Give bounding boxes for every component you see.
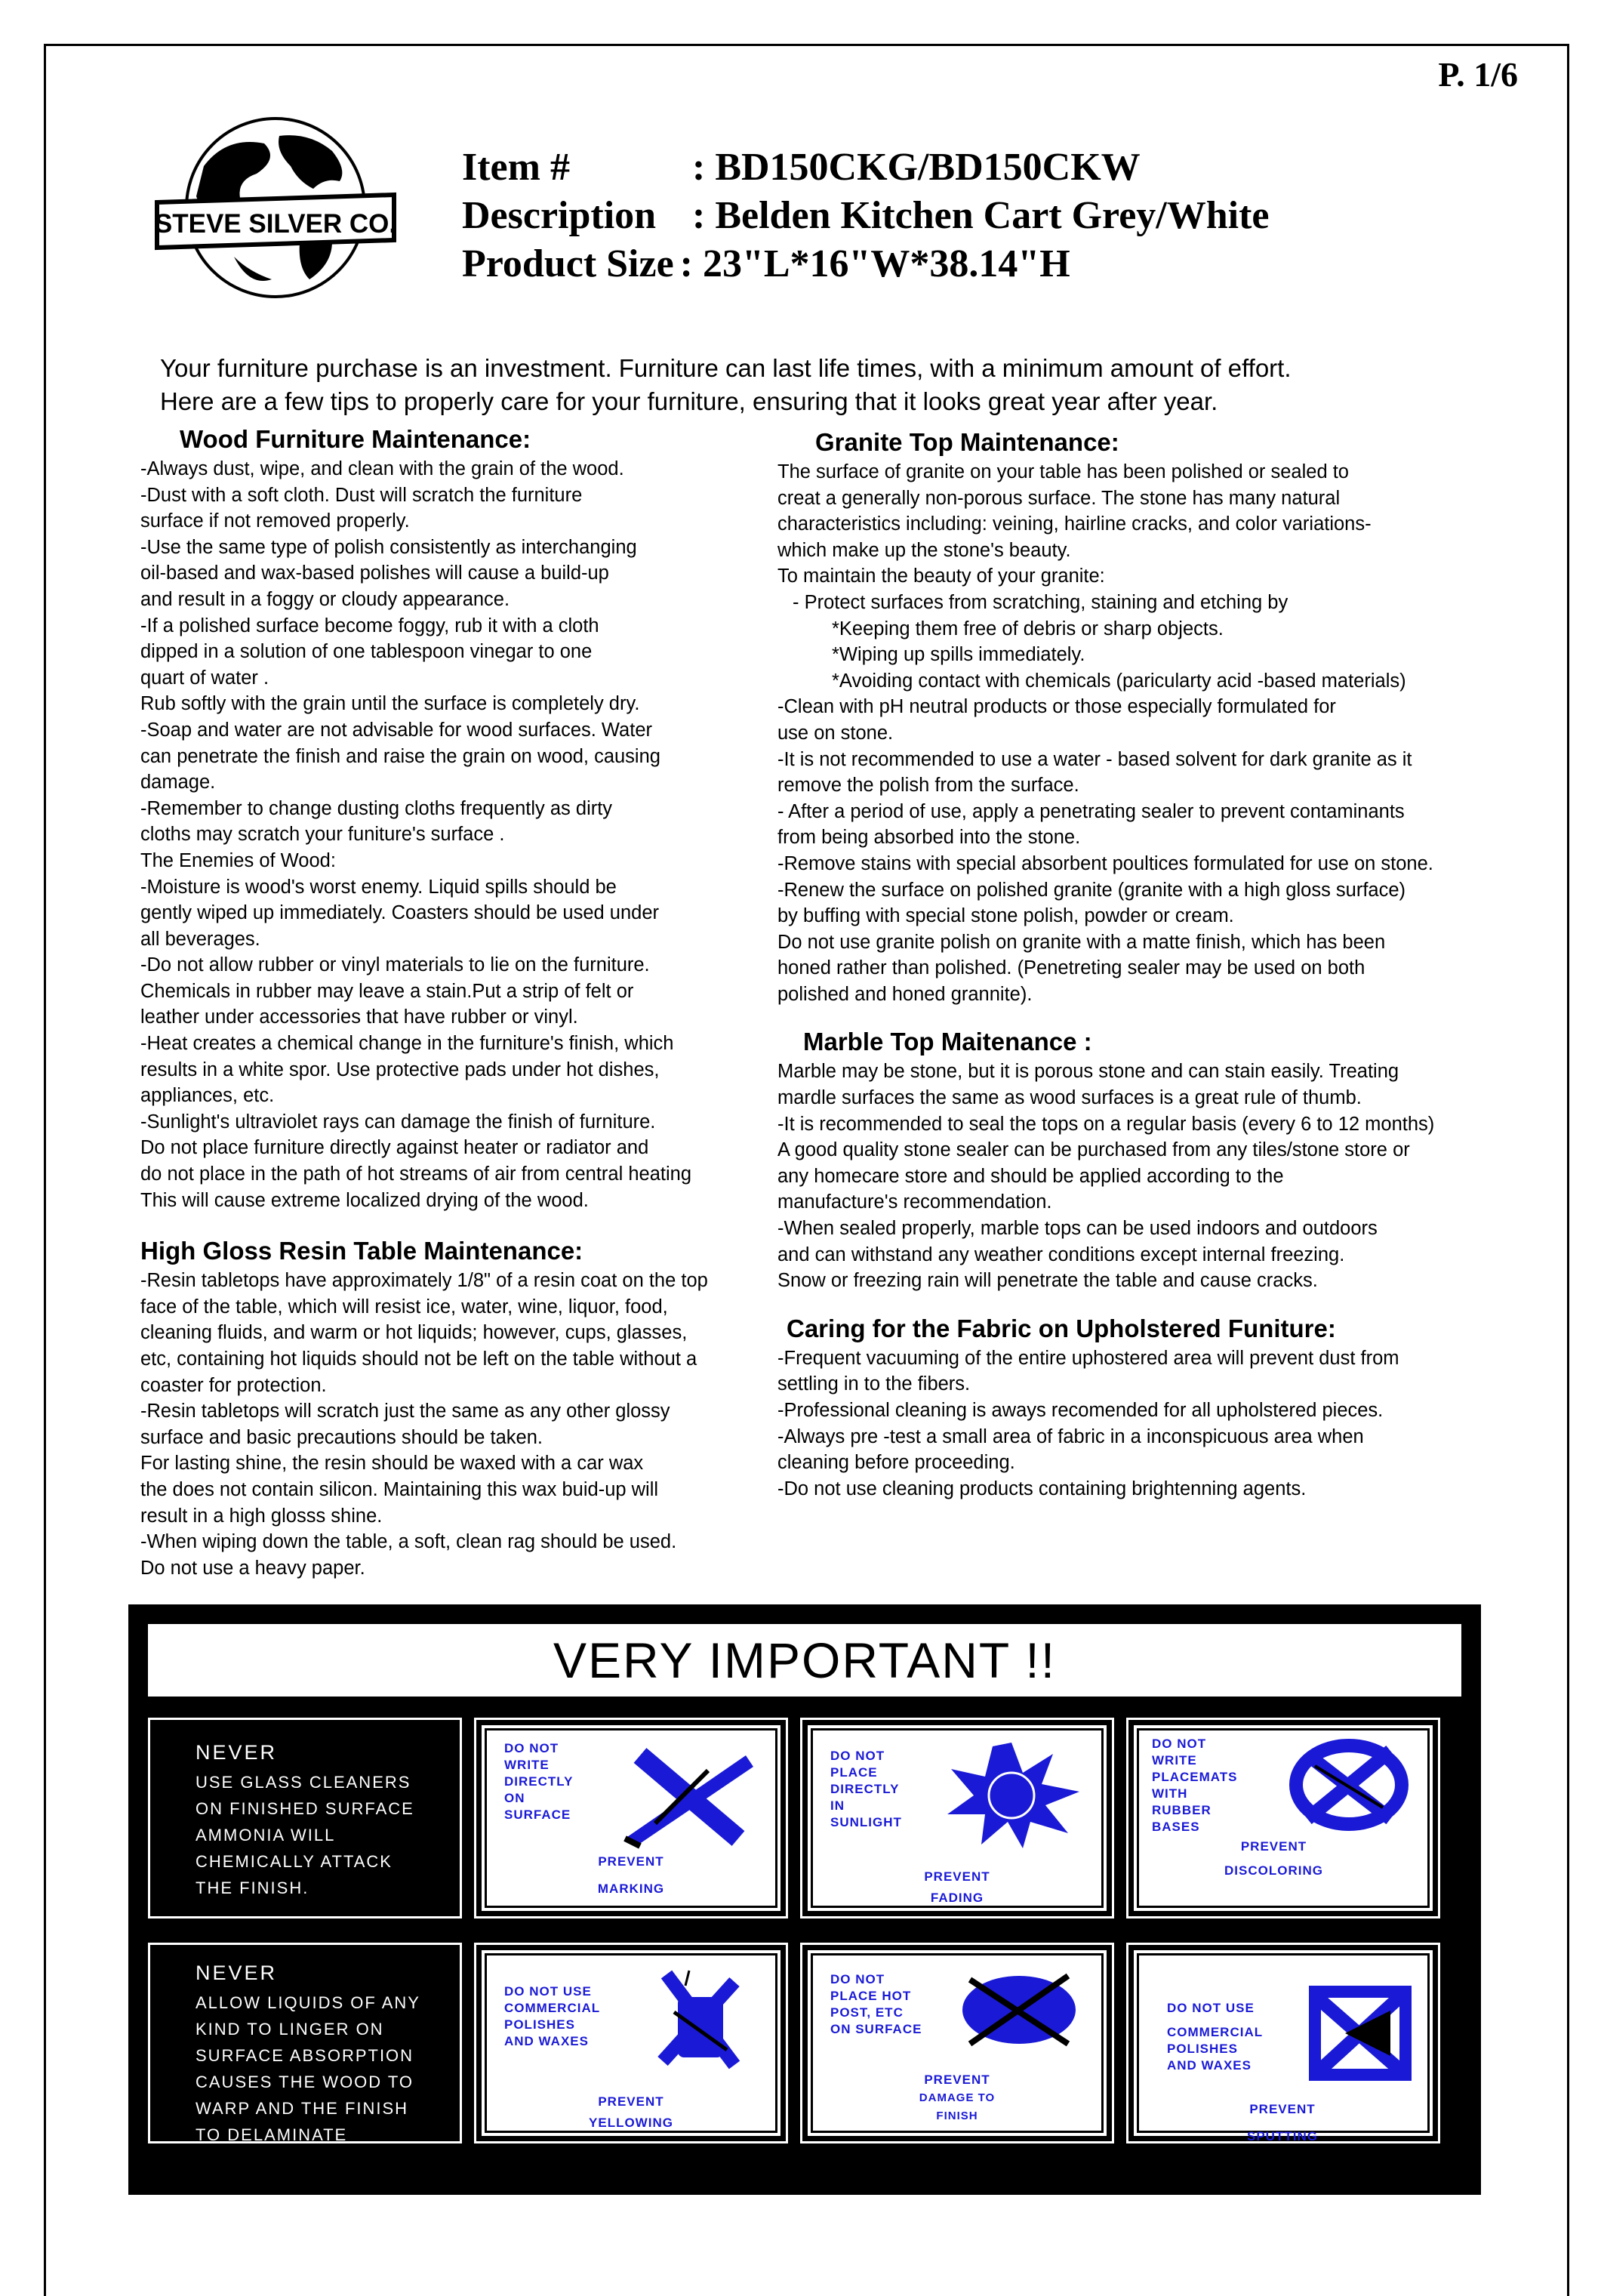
resin-line: cleaning fluids, and warm or hot liquids; however, cups, glasses, bbox=[140, 1322, 688, 1344]
description-value: : Belden Kitchen Cart Grey/White bbox=[692, 194, 1270, 237]
tile-label: DO NOT USE COMMERCIAL POLISHES AND WAXES bbox=[504, 1984, 601, 2048]
wood-line: Do not place furniture directly against heater or radiator and bbox=[140, 1137, 649, 1159]
wood-title: Wood Furniture Maintenance: bbox=[180, 425, 531, 453]
granite-line: The surface of granite on your table has been polished or sealed to bbox=[777, 461, 1349, 482]
fabric-line: -Frequent vacuuming of the entire uphostered area will prevent dust from bbox=[777, 1347, 1399, 1369]
never-liquids-tile bbox=[148, 1943, 462, 2143]
tile-line: ON FINISHED SURFACE bbox=[196, 1799, 414, 1818]
prevent-text: PREVENT FADING bbox=[924, 1869, 990, 1905]
fabric-line: settling in to the fibers. bbox=[777, 1373, 971, 1395]
no-commercial-polish-tile bbox=[474, 1943, 788, 2143]
resin-line: -Resin tabletops have approximately 1/8" of a resin coat on the top bbox=[140, 1270, 708, 1292]
granite-line: To maintain the beauty of your granite: bbox=[777, 566, 1105, 587]
never-label: NEVER bbox=[196, 1741, 278, 1764]
granite-line: Do not use granite polish on granite with a matte finish, which has been bbox=[777, 931, 1386, 953]
very-important-banner bbox=[128, 1604, 1481, 2195]
wood-line: dipped in a solution of one tablespoon vinegar to one bbox=[140, 641, 593, 663]
granite-line: -It is not recommended to use a water - based solvent for dark granite as it bbox=[777, 748, 1412, 770]
granite-line: *Avoiding contact with chemicals (paricularty acid -based materials) bbox=[832, 670, 1406, 692]
placemat-icon bbox=[1285, 1736, 1413, 1834]
resin-line: surface and basic precautions should be taken. bbox=[140, 1426, 543, 1448]
wood-line: all beverages. bbox=[140, 928, 260, 950]
banner-title: VERY IMPORTANT !! bbox=[148, 1624, 1461, 1697]
granite-line: - After a period of use, apply a penetrating sealer to prevent contaminants bbox=[777, 800, 1405, 822]
granite-line: *Wiping up spills immediately. bbox=[832, 644, 1085, 666]
page-number: P. 1/6 bbox=[1438, 55, 1518, 94]
wood-line: appliances, etc. bbox=[140, 1085, 275, 1107]
no-sunlight-tile bbox=[800, 1718, 1114, 1918]
no-polish-spatter-tile bbox=[1126, 1943, 1440, 2143]
intro-text bbox=[160, 352, 1519, 418]
resin-line: For lasting shine, the resin should be waxed with a car wax bbox=[140, 1453, 644, 1475]
wood-line: Chemicals in rubber may leave a stain.Put a strip of felt or bbox=[140, 980, 634, 1002]
fabric-line: -Professional cleaning is aways recomended for all upholstered pieces. bbox=[777, 1400, 1384, 1421]
tile-line: THE FINISH. bbox=[196, 1878, 309, 1897]
wood-line: results in a white spor. Use protective pads under hot dishes, bbox=[140, 1059, 660, 1080]
resin-line: etc, containing hot liquids should not be left on the table without a bbox=[140, 1348, 697, 1370]
wood-line: and result in a foggy or cloudy appearance. bbox=[140, 588, 510, 610]
granite-line: remove the polish from the surface. bbox=[777, 775, 1079, 797]
wood-line: -Always dust, wipe, and clean with the grain of the wood. bbox=[140, 458, 624, 479]
wood-line: -Soap and water are not advisable for wood surfaces. Water bbox=[140, 719, 652, 741]
wood-line: -Moisture is wood's worst enemy. Liquid spills should be bbox=[140, 876, 617, 898]
size-value: : 23"L*16"W*38.14"H bbox=[679, 242, 1070, 285]
wood-line: -If a polished surface become foggy, rub it with a cloth bbox=[140, 615, 599, 636]
tile-label: DO NOT WRITE PLACEMATS WITH RUBBER BASES bbox=[1152, 1737, 1238, 1834]
resin-line: the does not contain silicon. Maintaining this wax buid-up will bbox=[140, 1478, 659, 1500]
granite-line: honed rather than polished. (Penetreting sealer may be used on both bbox=[777, 957, 1365, 979]
wood-line: -Use the same type of polish consistently as interchanging bbox=[140, 536, 637, 558]
wood-line: cloths may scratch your funiture's surface . bbox=[140, 824, 505, 846]
never-glass-cleaners-tile bbox=[148, 1718, 462, 1918]
sun-icon bbox=[940, 1739, 1083, 1852]
spray-icon bbox=[644, 1967, 757, 2073]
granite-line: which make up the stone's beauty. bbox=[777, 539, 1071, 561]
fabric-line: -Do not use cleaning products containing brightenning agents. bbox=[777, 1478, 1307, 1499]
marble-line: mardle surfaces the same as wood surfaces is a great rule of thumb. bbox=[777, 1087, 1362, 1109]
resin-line: Do not use a heavy paper. bbox=[140, 1557, 365, 1579]
tile-line: TO DELAMINATE bbox=[196, 2125, 348, 2144]
wood-line: do not place in the path of hot streams of air from central heating bbox=[140, 1163, 691, 1185]
fabric-line: -Always pre -test a small area of fabric in a inconspicuous area when bbox=[777, 1425, 1364, 1447]
fabric-body bbox=[777, 1345, 1434, 1502]
wood-line: -Remember to change dusting cloths frequently as dirty bbox=[140, 797, 613, 819]
wood-line: -Heat creates a chemical change in the furniture's finish, which bbox=[140, 1033, 674, 1055]
item-value: : BD150CKG/BD150CKW bbox=[692, 146, 1141, 189]
resin-body bbox=[140, 1268, 708, 1581]
marble-line: Marble may be stone, but it is porous stone and can stain easily. Treating bbox=[777, 1061, 1399, 1083]
resin-title: High Gloss Resin Table Maintenance: bbox=[140, 1237, 583, 1265]
never-label: NEVER bbox=[196, 1962, 278, 1984]
granite-line: -Clean with pH neutral products or those especially formulated for bbox=[777, 696, 1336, 718]
prevent-text: PREVENT SPUTTING bbox=[1247, 2102, 1318, 2143]
product-header bbox=[462, 143, 1270, 288]
marble-line: -It is recommended to seal the tops on a regular basis (every 6 to 12 months) bbox=[777, 1113, 1435, 1135]
marble-title: Marble Top Maitenance : bbox=[803, 1028, 1092, 1056]
tile-line: SURFACE ABSORPTION bbox=[196, 2046, 414, 2065]
tile-line: AMMONIA WILL bbox=[196, 1826, 336, 1845]
marble-line: and can withstand any weather conditions except internal freezing. bbox=[777, 1244, 1345, 1265]
size-label: Product Size bbox=[462, 242, 674, 285]
prevent-text: PREVENT MARKING bbox=[597, 1854, 665, 1896]
wood-line: Rub softly with the grain until the surface is completely dry. bbox=[140, 693, 640, 715]
wood-line: -Do not allow rubber or vinyl materials to lie on the furniture. bbox=[140, 954, 650, 976]
wood-line: -Dust with a soft cloth. Dust will scratch the furniture bbox=[140, 484, 583, 506]
wood-line: oil-based and wax-based polishes will cause a build-up bbox=[140, 562, 609, 584]
polish-icon bbox=[1300, 1980, 1421, 2086]
fabric-line: cleaning before proceeding. bbox=[777, 1452, 1015, 1474]
granite-line: by buffing with special stone polish, powder or cream. bbox=[777, 905, 1234, 927]
resin-line: -When wiping down the table, a soft, clean rag should be used. bbox=[140, 1531, 677, 1553]
granite-line: creat a generally non-porous surface. The stone has many natural bbox=[777, 487, 1341, 509]
resin-line: face of the table, which will resist ice, water, wine, liquor, food, bbox=[140, 1296, 668, 1318]
wood-line: leather under accessories that have rubber or vinyl. bbox=[140, 1006, 578, 1028]
wood-line: can penetrate the finish and raise the grain on wood, causing bbox=[140, 745, 660, 767]
no-hot-pots-tile bbox=[800, 1943, 1114, 2143]
fabric-title: Caring for the Fabric on Upholstered Funiture: bbox=[787, 1314, 1336, 1342]
intro-line: Your furniture purchase is an investment. Furniture can last life times, with a minimum amount of effort. bbox=[160, 354, 1292, 382]
granite-line: - Protect surfaces from scratching, staining and etching by bbox=[793, 591, 1288, 613]
pen-cross-icon bbox=[610, 1740, 761, 1854]
logo-text: STEVE SILVER CO. bbox=[154, 209, 397, 239]
wood-line: gently wiped up immediately. Coasters should be used under bbox=[140, 902, 660, 924]
wood-line: -Sunlight's ultraviolet rays can damage the finish of furniture. bbox=[140, 1111, 656, 1133]
granite-line: -Remove stains with special absorbent poultices formulated for use on stone. bbox=[777, 852, 1433, 874]
left-column bbox=[140, 423, 708, 1581]
granite-line: polished and honed grannite). bbox=[777, 983, 1033, 1005]
marble-line: -When sealed properly, marble tops can be used indoors and outdoors bbox=[777, 1218, 1378, 1240]
wood-line: damage. bbox=[140, 772, 216, 794]
granite-line: *Keeping them free of debris or sharp objects. bbox=[832, 618, 1224, 639]
tile-label: DO NOT PLACE HOT POST, ETC ON SURFACE bbox=[830, 1972, 922, 2036]
steve-silver-logo bbox=[151, 113, 400, 310]
marble-line: any homecare store and should be applied according to the bbox=[777, 1165, 1284, 1187]
tile-line: USE GLASS CLEANERS bbox=[196, 1773, 411, 1792]
tile-line: WARP AND THE FINISH bbox=[196, 2099, 409, 2118]
tile-label: DO NOT PLACE DIRECTLY IN SUNLIGHT bbox=[830, 1749, 902, 1829]
tile-line: CHEMICALLY ATTACK bbox=[196, 1852, 393, 1871]
wood-line: surface if not removed properly. bbox=[140, 510, 410, 532]
no-writing-tile bbox=[474, 1718, 788, 1918]
granite-title: Granite Top Maintenance: bbox=[815, 428, 1119, 456]
marble-line: manufacture's recommendation. bbox=[777, 1191, 1052, 1213]
description-label: Description bbox=[462, 194, 657, 237]
tile-label: DO NOT WRITE DIRECTLY ON SURFACE bbox=[504, 1741, 574, 1822]
granite-line: characteristics including: veining, hairline cracks, and color variations- bbox=[777, 513, 1372, 535]
granite-body bbox=[777, 459, 1434, 1007]
item-label: Item # bbox=[462, 146, 570, 189]
granite-line: use on stone. bbox=[777, 722, 894, 744]
marble-body bbox=[777, 1059, 1434, 1293]
granite-line: -Renew the surface on polished granite (granite with a high gloss surface) bbox=[777, 879, 1406, 901]
tile-label: DO NOT USE COMMERCIAL POLISHES AND WAXES bbox=[1167, 2001, 1264, 2073]
resin-line: -Resin tabletops will scratch just the same as any other glossy bbox=[140, 1401, 670, 1422]
wood-body bbox=[140, 456, 708, 1213]
resin-line: result in a high glosss shine. bbox=[140, 1505, 383, 1527]
tile-line: KIND TO LINGER ON bbox=[196, 2020, 384, 2039]
hot-pot-icon bbox=[955, 1968, 1083, 2051]
marble-line: A good quality stone sealer can be purchased from any tiles/stone store or bbox=[777, 1139, 1410, 1161]
granite-line: from being absorbed into the stone. bbox=[777, 827, 1081, 849]
right-column bbox=[777, 426, 1434, 1502]
intro-line: Here are a few tips to properly care for your furniture, ensuring that it looks great year after year. bbox=[160, 387, 1218, 415]
wood-line: The Enemies of Wood: bbox=[140, 849, 336, 871]
no-placemats-tile bbox=[1126, 1718, 1440, 1918]
marble-line: Snow or freezing rain will penetrate the table and cause cracks. bbox=[777, 1270, 1318, 1292]
resin-line: coaster for protection. bbox=[140, 1374, 327, 1396]
prevent-text: PREVENT DISCOLORING bbox=[1224, 1839, 1323, 1878]
wood-line: This will cause extreme localized drying of the wood. bbox=[140, 1189, 589, 1211]
wood-line: quart of water . bbox=[140, 667, 269, 689]
prevent-text: PREVENT YELLOWING bbox=[589, 2094, 673, 2130]
tile-line: CAUSES THE WOOD TO bbox=[196, 2073, 414, 2091]
tile-line: ALLOW LIQUIDS OF ANY bbox=[196, 1993, 420, 2012]
prevent-text: PREVENT DAMAGE TO FINISH bbox=[919, 2073, 996, 2122]
